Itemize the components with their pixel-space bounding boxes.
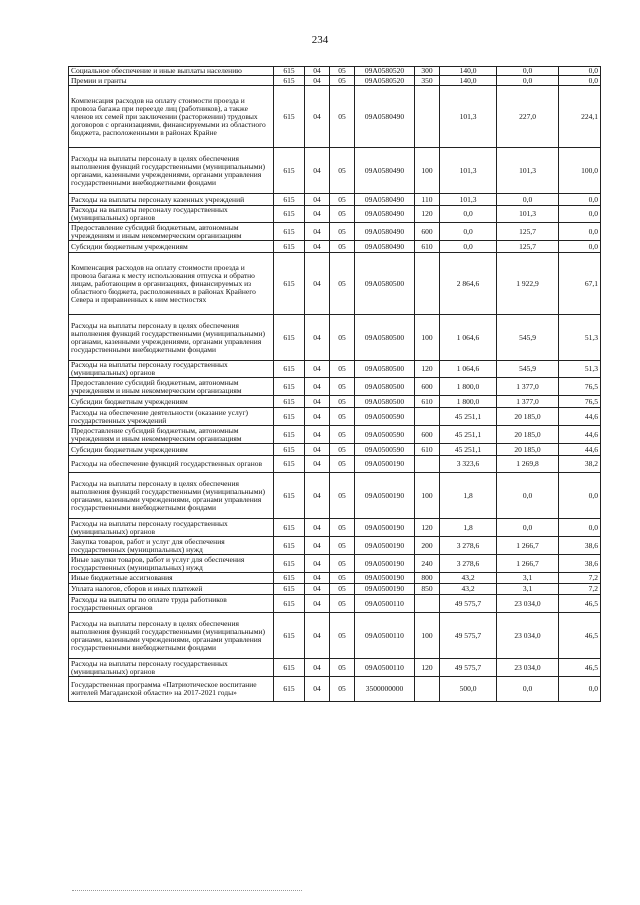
amount-executed: 227,0 [497, 86, 559, 148]
expense-type-code: 100 [415, 148, 440, 194]
row-description: Субсидии бюджетным учреждениям [69, 241, 274, 253]
execution-percent: 0,0 [559, 67, 601, 76]
grbs-code: 615 [274, 194, 305, 206]
table-row [69, 206, 601, 223]
amount-planned: 3 278,6 [440, 555, 497, 573]
amount-executed: 545,9 [497, 315, 559, 361]
row-description: Компенсация расходов на оплату стоимости проезда и провоза багажа к месту использования отпуска и обратно лицам, работающим в организациях, финансируемых из областного бюджета, расположенных в районах Крайнего Севера и приравненных к ним местностях [69, 253, 274, 315]
amount-planned: 0,0 [440, 206, 497, 223]
row-description: Иные бюджетные ассигнования [69, 573, 274, 584]
section-code: 04 [305, 67, 330, 76]
expense-type-code: 100 [415, 473, 440, 519]
row-description: Предоставление субсидий бюджетным, автономным учреждениям и иным некоммерческим организациям [69, 223, 274, 241]
target-article-code: 09А0580490 [355, 206, 415, 223]
grbs-code: 615 [274, 573, 305, 584]
execution-percent: 0,0 [559, 194, 601, 206]
amount-planned: 140,0 [440, 67, 497, 76]
amount-executed: 125,7 [497, 223, 559, 241]
execution-percent: 0,0 [559, 223, 601, 241]
section-code: 04 [305, 361, 330, 378]
table-row [69, 378, 601, 396]
table-row [69, 573, 601, 584]
row-description: Уплата налогов, сборов и иных платежей [69, 584, 274, 595]
amount-executed: 23 034,0 [497, 595, 559, 613]
expense-type-code: 800 [415, 573, 440, 584]
expense-type-code: 120 [415, 206, 440, 223]
expense-type-code: 610 [415, 396, 440, 408]
target-article-code: 09А0580500 [355, 315, 415, 361]
amount-planned: 500,0 [440, 677, 497, 702]
grbs-code: 615 [274, 378, 305, 396]
expense-type-code: 300 [415, 67, 440, 76]
section-code: 04 [305, 378, 330, 396]
grbs-code: 615 [274, 206, 305, 223]
table-body [69, 67, 601, 702]
section-code: 04 [305, 223, 330, 241]
amount-executed: 0,0 [497, 519, 559, 537]
row-description: Расходы на выплаты персоналу государственных (муниципальных) органов [69, 659, 274, 677]
target-article-code: 3500000000 [355, 677, 415, 702]
row-description: Расходы на выплаты персоналу в целях обеспечения выполнения функций государственными (муниципальными) органами, казенными учреждениями, органами управления государственными внебюджетными фондами [69, 148, 274, 194]
execution-percent: 76,5 [559, 396, 601, 408]
amount-executed: 20 185,0 [497, 444, 559, 456]
subsection-code: 05 [330, 253, 355, 315]
amount-executed: 0,0 [497, 194, 559, 206]
amount-planned: 43,2 [440, 573, 497, 584]
grbs-code: 615 [274, 86, 305, 148]
budget-table-container [68, 66, 600, 702]
target-article-code: 09А0500190 [355, 473, 415, 519]
subsection-code: 05 [330, 223, 355, 241]
grbs-code: 615 [274, 67, 305, 76]
table-row [69, 76, 601, 86]
target-article-code: 09А0500190 [355, 519, 415, 537]
table-row [69, 444, 601, 456]
target-article-code: 09А0580500 [355, 396, 415, 408]
execution-percent: 224,1 [559, 86, 601, 148]
amount-planned: 101,3 [440, 194, 497, 206]
amount-executed: 1 377,0 [497, 396, 559, 408]
grbs-code: 615 [274, 361, 305, 378]
grbs-code: 615 [274, 426, 305, 444]
grbs-code: 615 [274, 148, 305, 194]
section-code: 04 [305, 76, 330, 86]
grbs-code: 615 [274, 408, 305, 426]
table-row [69, 677, 601, 702]
section-code: 04 [305, 519, 330, 537]
execution-percent: 67,1 [559, 253, 601, 315]
section-code: 04 [305, 473, 330, 519]
amount-executed: 20 185,0 [497, 426, 559, 444]
execution-percent: 46,5 [559, 595, 601, 613]
target-article-code: 09А0500590 [355, 444, 415, 456]
target-article-code: 09А0500110 [355, 595, 415, 613]
execution-percent: 51,3 [559, 315, 601, 361]
execution-percent: 0,0 [559, 206, 601, 223]
row-description: Расходы на обеспечение деятельности (оказание услуг) государственных учреждений [69, 408, 274, 426]
row-description: Иные закупки товаров, работ и услуг для обеспечения государственных (муниципальных) нужд [69, 555, 274, 573]
table-row [69, 595, 601, 613]
execution-percent: 76,5 [559, 378, 601, 396]
amount-planned: 3 278,6 [440, 537, 497, 555]
grbs-code: 615 [274, 241, 305, 253]
target-article-code: 09А0580490 [355, 194, 415, 206]
subsection-code: 05 [330, 519, 355, 537]
subsection-code: 05 [330, 444, 355, 456]
row-description: Предоставление субсидий бюджетным, автономным учреждениям и иным некоммерческим организациям [69, 378, 274, 396]
execution-percent: 44,6 [559, 444, 601, 456]
table-row [69, 361, 601, 378]
subsection-code: 05 [330, 194, 355, 206]
execution-percent: 100,0 [559, 148, 601, 194]
subsection-code: 05 [330, 555, 355, 573]
amount-executed: 0,0 [497, 473, 559, 519]
amount-planned: 1 064,6 [440, 361, 497, 378]
section-code: 04 [305, 677, 330, 702]
section-code: 04 [305, 444, 330, 456]
section-code: 04 [305, 241, 330, 253]
row-description: Компенсация расходов на оплату стоимости проезда и провоза багажа при переезде лиц (работников), а также членов их семей при заключении (расторжении) трудовых договоров с организациями, финансируемыми из областного бюджета, расположенными в районах Крайне [69, 86, 274, 148]
grbs-code: 615 [274, 519, 305, 537]
target-article-code: 09А0580490 [355, 86, 415, 148]
subsection-code: 05 [330, 315, 355, 361]
amount-planned: 1,8 [440, 473, 497, 519]
expense-type-code: 600 [415, 223, 440, 241]
section-code: 04 [305, 537, 330, 555]
execution-percent: 0,0 [559, 519, 601, 537]
section-code: 04 [305, 206, 330, 223]
execution-percent: 38,2 [559, 456, 601, 473]
expense-type-code: 610 [415, 241, 440, 253]
row-description: Расходы на выплаты по оплате труда работников государственных органов [69, 595, 274, 613]
row-description: Расходы на выплаты персоналу в целях обеспечения выполнения функций государственными (муниципальными) органами, казенными учреждениями, органами управления государственными внебюджетными фондами [69, 613, 274, 659]
grbs-code: 615 [274, 473, 305, 519]
execution-percent: 7,2 [559, 584, 601, 595]
subsection-code: 05 [330, 361, 355, 378]
table-row [69, 194, 601, 206]
amount-planned: 2 864,6 [440, 253, 497, 315]
budget-table [68, 66, 601, 702]
execution-percent: 0,0 [559, 677, 601, 702]
amount-planned: 1 800,0 [440, 396, 497, 408]
row-description: Расходы на выплаты персоналу казенных учреждений [69, 194, 274, 206]
execution-percent: 44,6 [559, 408, 601, 426]
grbs-code: 615 [274, 584, 305, 595]
amount-planned: 1 800,0 [440, 378, 497, 396]
page-number: 234 [311, 34, 329, 46]
expense-type-code [415, 456, 440, 473]
target-article-code: 09А0580500 [355, 361, 415, 378]
subsection-code: 05 [330, 241, 355, 253]
target-article-code: 09А0580520 [355, 67, 415, 76]
target-article-code: 09А0580500 [355, 378, 415, 396]
table-row [69, 519, 601, 537]
target-article-code: 09А0500190 [355, 573, 415, 584]
table-row [69, 86, 601, 148]
expense-type-code: 120 [415, 361, 440, 378]
subsection-code: 05 [330, 67, 355, 76]
grbs-code: 615 [274, 396, 305, 408]
row-description: Государственная программа «Патриотическое воспитание жителей Магаданской области» на 2017-2021 годы» [69, 677, 274, 702]
subsection-code: 05 [330, 396, 355, 408]
grbs-code: 615 [274, 456, 305, 473]
table-row [69, 241, 601, 253]
expense-type-code: 600 [415, 426, 440, 444]
expense-type-code: 850 [415, 584, 440, 595]
subsection-code: 05 [330, 408, 355, 426]
expense-type-code: 100 [415, 613, 440, 659]
expense-type-code: 600 [415, 378, 440, 396]
subsection-code: 05 [330, 584, 355, 595]
subsection-code: 05 [330, 76, 355, 86]
expense-type-code: 610 [415, 444, 440, 456]
expense-type-code: 200 [415, 537, 440, 555]
subsection-code: 05 [330, 426, 355, 444]
amount-planned: 101,3 [440, 86, 497, 148]
grbs-code: 615 [274, 595, 305, 613]
row-description: Расходы на обеспечение функций государственных органов [69, 456, 274, 473]
table-row [69, 584, 601, 595]
amount-planned: 45 251,1 [440, 426, 497, 444]
grbs-code: 615 [274, 253, 305, 315]
subsection-code: 05 [330, 473, 355, 519]
expense-type-code: 110 [415, 194, 440, 206]
row-description: Расходы на выплаты персоналу государственных (муниципальных) органов [69, 361, 274, 378]
amount-planned: 49 575,7 [440, 595, 497, 613]
expense-type-code: 350 [415, 76, 440, 86]
amount-executed: 0,0 [497, 677, 559, 702]
execution-percent: 7,2 [559, 573, 601, 584]
row-description: Премии и гранты [69, 76, 274, 86]
row-description: Субсидии бюджетным учреждениям [69, 444, 274, 456]
subsection-code: 05 [330, 573, 355, 584]
expense-type-code: 100 [415, 315, 440, 361]
amount-executed: 125,7 [497, 241, 559, 253]
execution-percent: 0,0 [559, 241, 601, 253]
target-article-code: 09А0500110 [355, 613, 415, 659]
grbs-code: 615 [274, 677, 305, 702]
section-code: 04 [305, 426, 330, 444]
amount-executed: 545,9 [497, 361, 559, 378]
subsection-code: 05 [330, 456, 355, 473]
target-article-code: 09А0500110 [355, 659, 415, 677]
target-article-code: 09А0580490 [355, 223, 415, 241]
amount-executed: 1 269,8 [497, 456, 559, 473]
row-description: Расходы на выплаты персоналу государственных (муниципальных) органов [69, 519, 274, 537]
row-description: Субсидии бюджетным учреждениям [69, 396, 274, 408]
amount-planned: 0,0 [440, 241, 497, 253]
table-row [69, 555, 601, 573]
section-code: 04 [305, 396, 330, 408]
row-description: Социальное обеспечение и иные выплаты населению [69, 67, 274, 76]
table-row [69, 223, 601, 241]
table-row [69, 537, 601, 555]
subsection-code: 05 [330, 537, 355, 555]
execution-percent: 46,5 [559, 613, 601, 659]
row-description: Расходы на выплаты персоналу в целях обеспечения выполнения функций государственными (муниципальными) органами, казенными учреждениями, органами управления государственными внебюджетными фондами [69, 315, 274, 361]
grbs-code: 615 [274, 223, 305, 241]
amount-executed: 0,0 [497, 67, 559, 76]
amount-executed: 20 185,0 [497, 408, 559, 426]
section-code: 04 [305, 659, 330, 677]
execution-percent: 38,6 [559, 555, 601, 573]
subsection-code: 05 [330, 613, 355, 659]
amount-planned: 45 251,1 [440, 444, 497, 456]
amount-planned: 1,8 [440, 519, 497, 537]
target-article-code: 09А0500190 [355, 456, 415, 473]
execution-percent: 0,0 [559, 473, 601, 519]
table-row [69, 67, 601, 76]
table-row [69, 613, 601, 659]
expense-type-code [415, 677, 440, 702]
amount-planned: 101,3 [440, 148, 497, 194]
expense-type-code [415, 86, 440, 148]
row-description: Закупка товаров, работ и услуг для обеспечения государственных (муниципальных) нужд [69, 537, 274, 555]
section-code: 04 [305, 595, 330, 613]
amount-executed: 1 922,9 [497, 253, 559, 315]
section-code: 04 [305, 456, 330, 473]
amount-planned: 49 575,7 [440, 613, 497, 659]
amount-executed: 23 034,0 [497, 659, 559, 677]
target-article-code: 09А0580520 [355, 76, 415, 86]
target-article-code: 09А0500190 [355, 584, 415, 595]
section-code: 04 [305, 555, 330, 573]
execution-percent: 46,5 [559, 659, 601, 677]
grbs-code: 615 [274, 76, 305, 86]
execution-percent: 51,3 [559, 361, 601, 378]
section-code: 04 [305, 584, 330, 595]
row-description: Расходы на выплаты персоналу государственных (муниципальных) органов [69, 206, 274, 223]
section-code: 04 [305, 613, 330, 659]
grbs-code: 615 [274, 315, 305, 361]
amount-executed: 0,0 [497, 76, 559, 86]
section-code: 04 [305, 315, 330, 361]
subsection-code: 05 [330, 595, 355, 613]
target-article-code: 09А0580500 [355, 253, 415, 315]
amount-planned: 140,0 [440, 76, 497, 86]
table-row [69, 315, 601, 361]
grbs-code: 615 [274, 659, 305, 677]
expense-type-code [415, 595, 440, 613]
amount-executed: 101,3 [497, 148, 559, 194]
table-row [69, 253, 601, 315]
amount-executed: 23 034,0 [497, 613, 559, 659]
target-article-code: 09А0500590 [355, 426, 415, 444]
table-row [69, 456, 601, 473]
amount-planned: 0,0 [440, 223, 497, 241]
table-row [69, 408, 601, 426]
section-code: 04 [305, 408, 330, 426]
amount-planned: 49 575,7 [440, 659, 497, 677]
expense-type-code [415, 253, 440, 315]
subsection-code: 05 [330, 148, 355, 194]
amount-planned: 1 064,6 [440, 315, 497, 361]
amount-executed: 101,3 [497, 206, 559, 223]
section-code: 04 [305, 573, 330, 584]
grbs-code: 615 [274, 537, 305, 555]
table-row [69, 396, 601, 408]
grbs-code: 615 [274, 444, 305, 456]
grbs-code: 615 [274, 555, 305, 573]
amount-executed: 1 377,0 [497, 378, 559, 396]
table-row [69, 148, 601, 194]
target-article-code: 09А0500590 [355, 408, 415, 426]
subsection-code: 05 [330, 206, 355, 223]
target-article-code: 09А0580490 [355, 148, 415, 194]
target-article-code: 09А0500190 [355, 537, 415, 555]
footer-divider [72, 890, 302, 891]
subsection-code: 05 [330, 659, 355, 677]
section-code: 04 [305, 253, 330, 315]
target-article-code: 09А0580490 [355, 241, 415, 253]
section-code: 04 [305, 86, 330, 148]
target-article-code: 09А0500190 [355, 555, 415, 573]
expense-type-code: 120 [415, 519, 440, 537]
amount-executed: 1 266,7 [497, 555, 559, 573]
execution-percent: 0,0 [559, 76, 601, 86]
table-row [69, 426, 601, 444]
expense-type-code [415, 408, 440, 426]
table-row [69, 473, 601, 519]
row-description: Предоставление субсидий бюджетным, автономным учреждениям и иным некоммерческим организациям [69, 426, 274, 444]
execution-percent: 44,6 [559, 426, 601, 444]
subsection-code: 05 [330, 86, 355, 148]
row-description: Расходы на выплаты персоналу в целях обеспечения выполнения функций государственными (муниципальными) органами, казенными учреждениями, органами управления государственными внебюджетными фондами [69, 473, 274, 519]
amount-planned: 3 323,6 [440, 456, 497, 473]
amount-planned: 43,2 [440, 584, 497, 595]
grbs-code: 615 [274, 613, 305, 659]
execution-percent: 38,6 [559, 537, 601, 555]
amount-executed: 1 266,7 [497, 537, 559, 555]
table-row [69, 659, 601, 677]
expense-type-code: 240 [415, 555, 440, 573]
section-code: 04 [305, 194, 330, 206]
amount-executed: 3,1 [497, 584, 559, 595]
amount-executed: 3,1 [497, 573, 559, 584]
subsection-code: 05 [330, 378, 355, 396]
section-code: 04 [305, 148, 330, 194]
expense-type-code: 120 [415, 659, 440, 677]
subsection-code: 05 [330, 677, 355, 702]
amount-planned: 45 251,1 [440, 408, 497, 426]
